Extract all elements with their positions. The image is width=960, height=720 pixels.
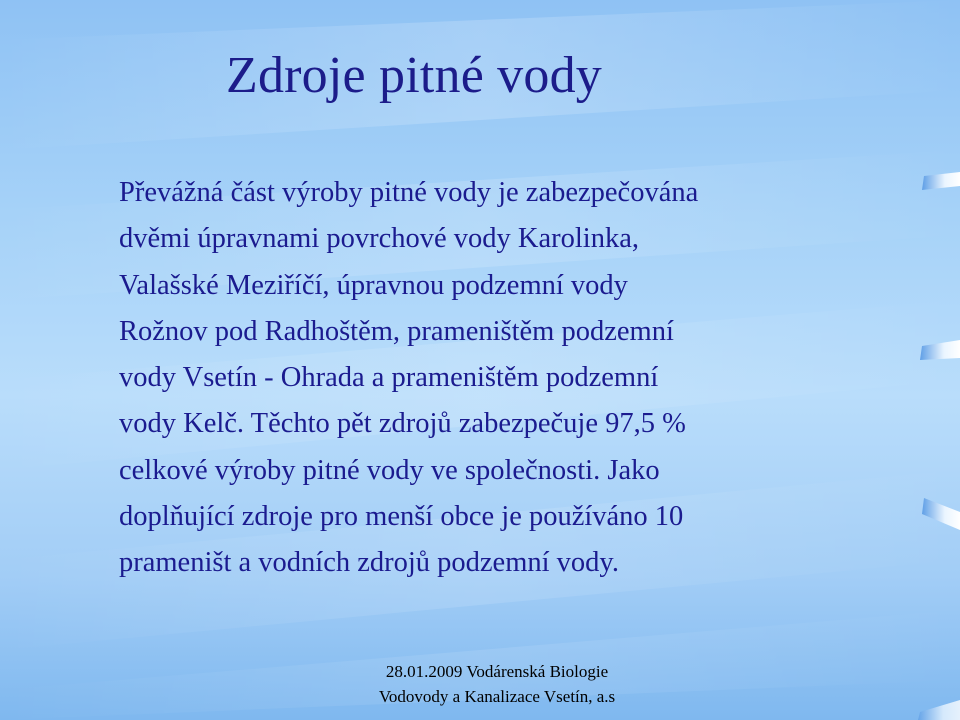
body-line: dvěmi úpravnami povrchové vody Karolinka, bbox=[119, 223, 639, 255]
body-line: vody Kelč. Těchto pět zdrojů zabezpečuje 97,5 % bbox=[119, 408, 686, 440]
body-line: vody Vsetín - Ohrada a prameništěm podzemní bbox=[119, 362, 659, 394]
footer-date-line: 28.01.2009 Vodárenská Biologie bbox=[385, 662, 609, 681]
body-line: prameništ a vodních zdrojů podzemní vody. bbox=[119, 547, 619, 579]
slide-body-text bbox=[119, 170, 889, 587]
slide-footer bbox=[352, 659, 642, 709]
footer-company-line: Vodovody a Kanalizace Vsetín, a.s bbox=[378, 687, 616, 706]
slide-title: Zdroje pitné vody bbox=[226, 47, 602, 104]
body-line: Valašské Meziříčí, úpravnou podzemní vody bbox=[119, 269, 628, 301]
body-line: Rožnov pod Radhoštěm, prameništěm podzemní bbox=[119, 315, 674, 347]
body-line: Převážná část výroby pitné vody je zabezpečována bbox=[119, 177, 699, 208]
body-line: doplňující zdroje pro menší obce je používáno 10 bbox=[119, 501, 684, 533]
body-line: celkové výroby pitné vody ve společnosti. Jako bbox=[119, 454, 660, 486]
